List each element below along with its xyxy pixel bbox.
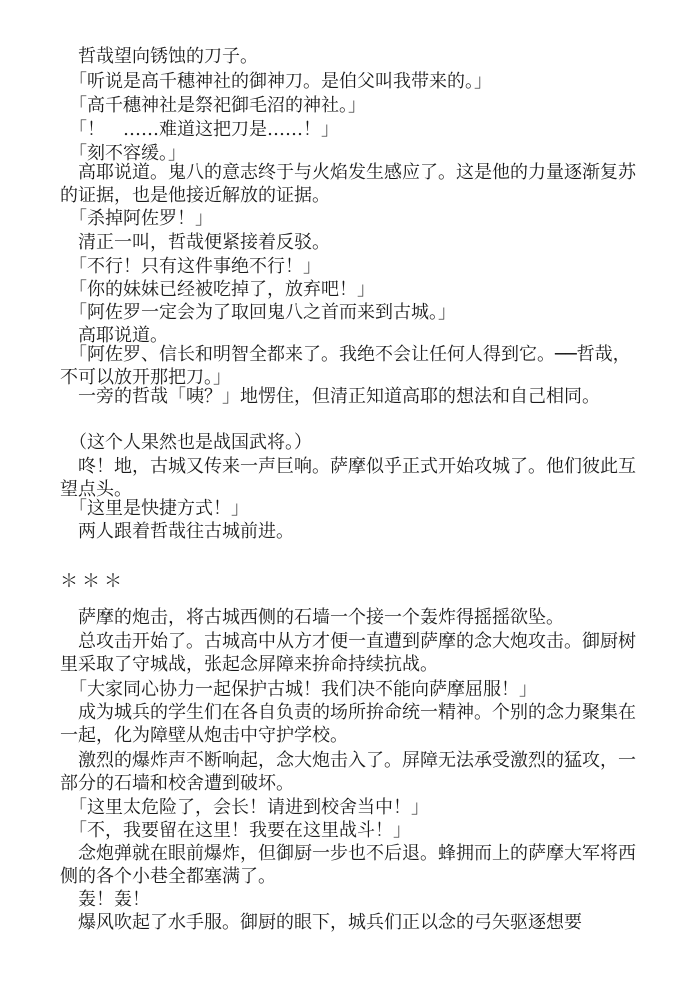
paragraph: 萨摩的炮击，将古城西侧的石墙一个接一个轰炸得摇摇欲坠。 [60, 607, 564, 628]
paragraph: 「不行！只有这件事绝不行！」 [60, 256, 321, 277]
paragraph: 「高千穗神社是祭祀御毛沼的神社。」 [60, 95, 366, 116]
paragraph: （这个人果然也是战国武将。） [60, 432, 312, 453]
paragraph: 总攻击开始了。古城高中从方才便一直遭到萨摩的念大炮攻击。御厨树里采取了守城战，张起念屏障来拚命持续抗战。 [60, 631, 636, 675]
paragraph: 轰！轰！ [60, 889, 150, 910]
paragraph: 哲哉望向锈蚀的刀子。 [60, 46, 258, 67]
paragraph: 高耶说道。 [60, 325, 168, 346]
paragraph: 清正一叫，哲哉便紧接着反驳。 [60, 232, 330, 253]
paragraph: 两人跟着哲哉往古城前进。 [60, 521, 294, 542]
paragraph: 激烈的爆炸声不断响起，念大炮击入了。屏障无法承受激烈的猛攻，一部分的石墙和校舍遭到破坏。 [60, 750, 636, 794]
paragraph: 「杀掉阿佐罗！」 [60, 208, 213, 229]
paragraph: 「这里是快捷方式！」 [60, 498, 249, 519]
paragraph: 爆风吹起了水手服。御厨的眼下，城兵们正以念的弓矢驱逐想要 [60, 912, 582, 933]
paragraph: 「你的妹妹已经被吃掉了，放弃吧！」 [60, 279, 375, 300]
paragraph: 「刻不容缓。」 [60, 143, 186, 164]
paragraph: 「！ ……难道这把刀是……！」 [60, 119, 339, 140]
paragraph: 「这里太危险了，会长！请进到校舍当中！」 [60, 797, 429, 818]
paragraph: 「听说是高千穗神社的御神刀。是伯父叫我带来的。」 [60, 71, 492, 92]
paragraph: 「不，我要留在这里！我要在这里战斗！」 [60, 820, 411, 841]
paragraph: 咚！地，古城又传来一声巨响。萨摩似乎正式开始攻城了。他们彼此互望点头。 [60, 456, 636, 500]
paragraph: 「大家同心协力一起保护古城！我们决不能向萨摩屈服！」 [60, 679, 537, 700]
paragraph: 「阿佐罗一定会为了取回鬼八之首而来到古城。」 [60, 302, 456, 323]
paragraph: 一旁的哲哉「咦？」地愣住，但清正知道高耶的想法和自己相同。 [60, 386, 600, 407]
paragraph: 「阿佐罗、信长和明智全都来了。我绝不会让任何人得到它。──哲哉，不可以放开那把刀。」 [60, 344, 631, 388]
paragraph: 高耶说道。鬼八的意志终于与火焰发生感应了。这是他的力量逐渐复苏的证据，也是他接近解放的证据。 [60, 162, 636, 206]
paragraph: 成为城兵的学生们在各自负责的场所拚命统一精神。个别的念力聚集在一起，化为障壁从炮击中守护学校。 [60, 702, 636, 746]
paragraph: 念炮弹就在眼前爆炸，但御厨一步也不后退。蜂拥而上的萨摩大军将西侧的各个小巷全都塞满了。 [60, 843, 636, 887]
scene-separator: ＊＊＊ [60, 571, 126, 592]
